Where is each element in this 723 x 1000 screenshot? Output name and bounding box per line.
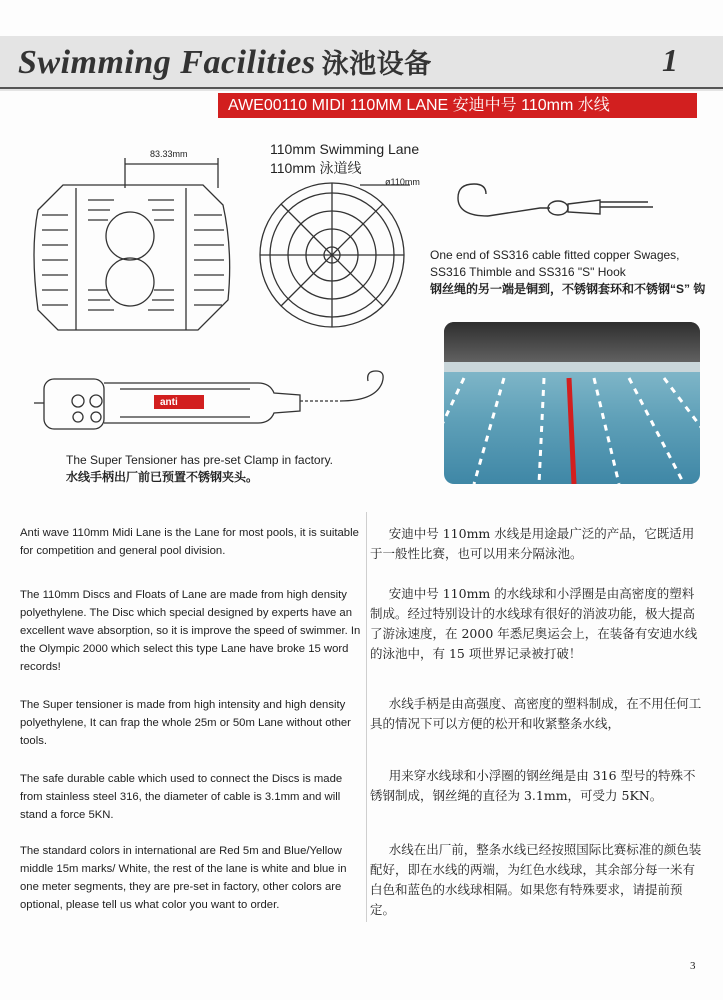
header-rule: [0, 87, 723, 89]
paragraph-en-3: The Super tensioner is made from high intensity and high density polyethylene, It can frap the whole 25m or 50m Lane without other tools.: [20, 699, 351, 747]
tensioner-caption-cn: 水线手柄出厂前已预置不锈钢夹头。: [66, 470, 259, 484]
s-hook-drawing: [448, 178, 663, 238]
model-banner: AWE00110 MIDI 110MM LANE 安迪中号 110mm 水线: [218, 93, 697, 118]
lane-ring-drawing: [250, 175, 420, 335]
tensioner-caption-en: The Super Tensioner has pre-set Clamp in factory.: [66, 453, 334, 467]
tensioner-brand: anti: [160, 397, 178, 408]
paragraph-en-1: Anti wave 110mm Midi Lane is the Lane for most pools, it is suitable for competition and general pool division.: [20, 527, 359, 557]
page-title-en: Swimming Facilities: [18, 44, 316, 81]
paragraph-en-2: The 110mm Discs and Floats of Lane are made from high density polyethylene. The Disc which special designed by experts have an excellent wave absorption, so it is improve the speed of swimmer. In the Olympic 2000 which select this type Lane have broke 15 word records!: [20, 589, 361, 673]
paragraph-en-5: The standard colors in international are Red 5m and Blue/Yellow middle 15m marks/ White, the rest of the lane is white and blue in one meter segments, they are pre-set in factory, other colors are optional, please tell us what color you want to order.: [20, 845, 347, 911]
lane-title: [270, 140, 419, 178]
hook-caption-en-2: SS316 Thimble and SS316 "S" Hook: [430, 265, 626, 279]
section-number: 1: [662, 42, 678, 78]
disc-dimension-label: 83.33mm: [150, 149, 188, 159]
page-title: [18, 42, 432, 82]
disc-drawing: [18, 140, 238, 350]
lane-title-cn: 110mm 泳道线: [270, 160, 362, 176]
page-title-cn: 泳池设备: [321, 49, 432, 80]
paragraph-cn-5: 水线在出厂前，整条水线已经按照国际比赛标准的颜色装配好，即在水线的两端，为红色水线球，其余部分每一米有白色和蓝色的水线球相隔。如果您有特殊要求，请提前预定。: [370, 842, 702, 917]
hook-caption-en-1: One end of SS316 cable fitted copper Swages,: [430, 248, 680, 262]
paragraph-en-4: The safe durable cable which used to connect the Discs is made from stainless steel 316, the diameter of cable is 3.1mm and will stand a force 5KN.: [20, 773, 343, 821]
paragraph-cn-2: 安迪中号 110mm 的水线球和小浮圈是由高密度的塑料制成。经过特别设计的水线球有很好的消波功能，极大提高了游泳速度，在 2000 年悉尼奥运会上，在装备有安迪水线的泳池中，有 15 项世界记录被打破！: [370, 586, 698, 661]
lane-diameter-label: ø110mm: [385, 177, 420, 187]
lane-title-en: 110mm Swimming Lane: [270, 141, 420, 157]
hook-caption: [430, 247, 710, 298]
paragraph-cn-3: 水线手柄是由高强度、高密度的塑料制成，在不用任何工具的情况下可以方便的松开和收紧整条水线，: [370, 696, 702, 731]
page-number: 3: [690, 960, 696, 972]
pool-lanes: [444, 322, 700, 484]
paragraph-cn-4: 用来穿水线球和小浮圈的钢丝绳是由 316 型号的特殊不锈钢制成，钢丝绳的直径为 3.1mm，可受力 5KN。: [370, 768, 696, 803]
pool-photo: [444, 322, 700, 484]
column-divider: [366, 512, 367, 922]
paragraph-cn-1: 安迪中号 110mm 水线是用途最广泛的产品，它既适用于一般性比赛，也可以用来分隔泳池。: [370, 526, 695, 561]
tensioner-drawing: [30, 365, 400, 440]
hook-caption-cn: 钢丝绳的另一端是铜到，不锈钢套环和不锈钢“S” 钩: [430, 282, 706, 296]
tensioner-caption: [66, 452, 366, 486]
